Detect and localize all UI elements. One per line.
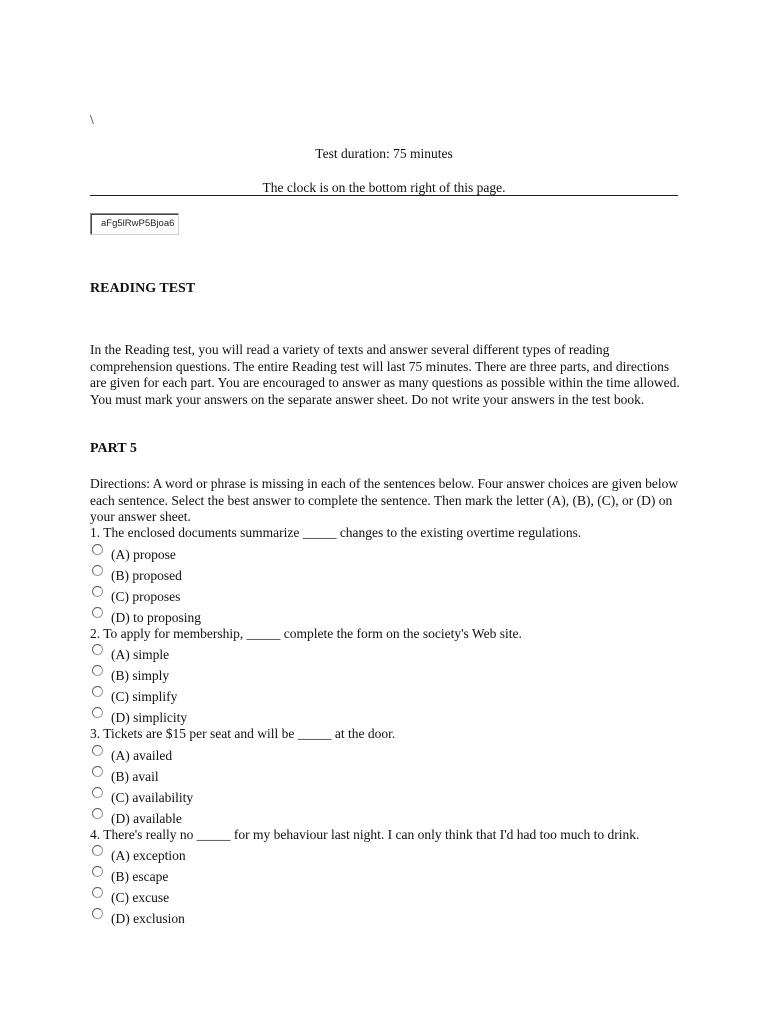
question-3-text: 3. Tickets are $15 per seat and will be _____ at the door.: [90, 726, 396, 741]
question-1-option-a-label: (A) propose: [111, 546, 176, 562]
question-4: [90, 827, 690, 928]
question-3-option-b[interactable]: [90, 764, 690, 785]
question-4-option-c[interactable]: [90, 885, 690, 906]
question-3-option-b-label: (B) avail: [111, 768, 159, 784]
question-2-option-a-radio[interactable]: [92, 644, 103, 655]
question-4-option-a-radio[interactable]: [92, 845, 103, 856]
question-3-option-a-radio[interactable]: [92, 745, 103, 756]
question-2-option-d[interactable]: [90, 705, 690, 726]
question-2-option-d-radio[interactable]: [92, 707, 103, 718]
question-2-option-b-label: (B) simply: [111, 668, 170, 683]
question-4-option-b-label: (B) escape: [111, 869, 169, 884]
question-3: [90, 726, 690, 827]
question-1-option-c-radio[interactable]: [92, 586, 103, 597]
clock-note-text: The clock is on the bottom right of this page.: [262, 180, 506, 195]
question-1-text: 1. The enclosed documents summarize _____ changes to the existing overtime regulations.: [90, 525, 582, 540]
question-4-option-c-radio[interactable]: [92, 887, 103, 898]
question-1-option-a-radio[interactable]: [92, 544, 103, 555]
question-2-option-b[interactable]: [90, 663, 690, 684]
question-1-option-c-label: (C) proposes: [111, 588, 181, 604]
test-duration-text: Test duration: 75 minutes: [315, 146, 453, 161]
question-1-option-c[interactable]: [90, 584, 690, 605]
question-3-option-c[interactable]: [90, 785, 690, 806]
question-2-option-a[interactable]: [90, 642, 690, 663]
question-3-option-d-label: (D) available: [111, 810, 182, 826]
reading-test-title: READING TEST: [90, 281, 196, 296]
question-2-option-b-radio[interactable]: [92, 665, 103, 676]
question-4-option-a-label: (A) exception: [111, 848, 186, 863]
question-2-option-a-label: (A) simple: [111, 647, 170, 662]
question-4-option-b[interactable]: [90, 864, 690, 885]
question-1-option-b-radio[interactable]: [92, 565, 103, 576]
question-3-option-d-radio[interactable]: [92, 808, 103, 819]
question-4-option-d-radio[interactable]: [92, 908, 103, 919]
question-4-option-d[interactable]: [90, 906, 690, 927]
question-1-option-d-radio[interactable]: [92, 607, 103, 618]
question-1-option-b-label: (B) proposed: [111, 567, 182, 583]
question-3-option-c-radio[interactable]: [92, 787, 103, 798]
question-list: [90, 525, 690, 927]
question-2-text: 2. To apply for membership, _____ complete the form on the society's Web site.: [90, 625, 522, 641]
question-3-option-a[interactable]: [90, 743, 690, 764]
question-3-option-c-label: (C) availability: [111, 789, 194, 805]
question-2-option-c-radio[interactable]: [92, 686, 103, 697]
question-2: [90, 626, 690, 727]
backslash-text: \: [90, 112, 94, 127]
test-code-field[interactable]: aFg5lRwP5Bjoa6: [90, 213, 179, 235]
part-5-title: PART 5: [90, 441, 137, 456]
question-2-option-c[interactable]: [90, 684, 690, 705]
question-3-option-a-label: (A) availed: [111, 747, 173, 763]
question-4-option-b-radio[interactable]: [92, 866, 103, 877]
question-1-option-a[interactable]: [90, 542, 690, 563]
question-4-text: 4. There's really no _____ for my behaviour last night. I can only think that I'd had too much to drink.: [90, 826, 640, 842]
question-2-option-c-label: (C) simplify: [111, 689, 178, 704]
question-4-option-d-label: (D) exclusion: [111, 911, 185, 926]
question-3-option-b-radio[interactable]: [92, 766, 103, 777]
question-4-option-a[interactable]: [90, 843, 690, 864]
question-4-option-c-label: (C) excuse: [111, 890, 170, 905]
question-1-option-b[interactable]: [90, 563, 690, 584]
header-divider: [90, 195, 678, 196]
question-1-option-d[interactable]: [90, 605, 690, 626]
question-1-option-d-label: (D) to proposing: [111, 609, 201, 625]
question-1: [90, 525, 690, 626]
part-5-directions: Directions: A word or phrase is missing in each of the sentences below. Four answer choices are given below each sentence. Select the best answer to complete the sentence. Then mark the letter (A), (B), (C), or (D) on your answer sheet.: [90, 476, 679, 524]
reading-test-intro: In the Reading test, you will read a variety of texts and answer several different types of reading comprehension questions. The entire Reading test will last 75 minutes. There are three parts, and directions are given for each part. You are encouraged to answer as many questions as possible within the time allowed. You must mark your answers on the separate answer sheet. Do not write your answers in the test book.: [90, 342, 680, 407]
question-3-option-d[interactable]: [90, 806, 690, 827]
question-2-option-d-label: (D) simplicity: [111, 710, 188, 725]
